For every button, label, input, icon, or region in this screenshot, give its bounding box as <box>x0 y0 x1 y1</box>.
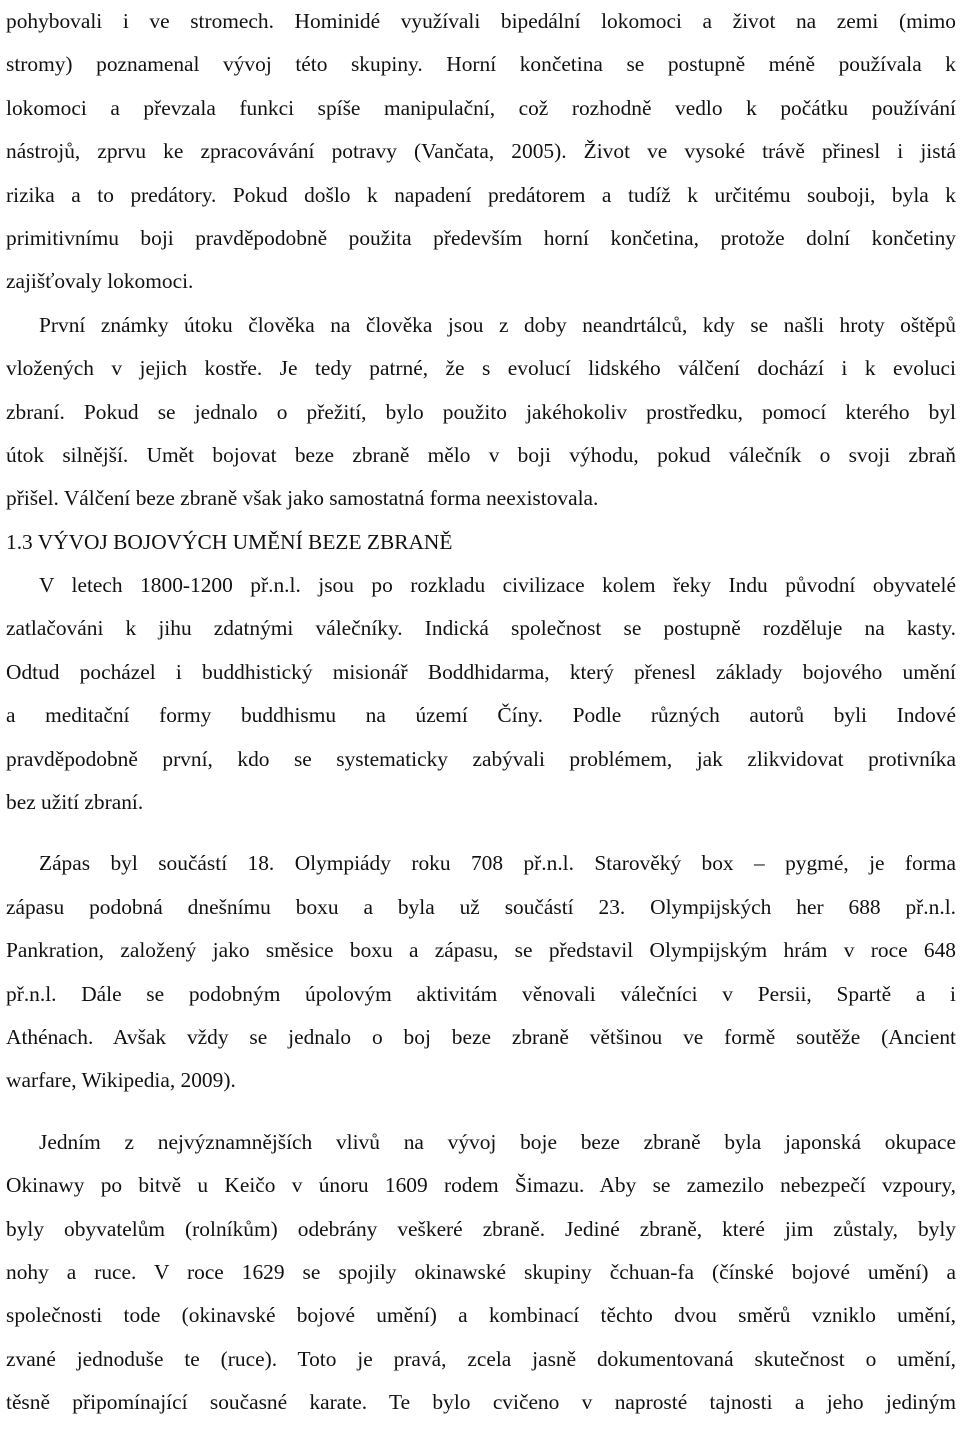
paragraph-line: bez užití zbraní. <box>6 790 144 815</box>
paragraph-line: zbraní. Pokud se jednalo o přežití, bylo použito jakéhokoliv prostředku, pomocí kterého byl <box>6 399 956 424</box>
paragraph-line: Zápas byl součástí 18. Olympiády roku 708 př.n.l. Starověký box – pygmé, je forma <box>39 851 956 876</box>
paragraph-line: pravděpodobně první, kdo se systematicky zabývali problémem, jak zlikvidovat protivníka <box>6 746 956 771</box>
paragraph-line: Athénach. Avšak vždy se jednalo o boj beze zbraně většinou ve formě soutěže (Ancient <box>6 1024 956 1049</box>
paragraph-spacer <box>6 1103 956 1121</box>
paragraph-line: Pankration, založený jako směsice boxu a zápasu, se představil Olympijským hrám v roce 648 <box>6 938 956 963</box>
paragraph-line: pohybovali i ve stromech. Hominidé využívali bipedální lokomoci a život na zemi (mimo <box>6 9 956 33</box>
paragraph-4 <box>6 842 956 1102</box>
paragraph-2 <box>6 304 956 521</box>
paragraph-line: rizika a to predátory. Pokud došlo k napadení predátorem a tudíž k určitému souboji, byla k <box>6 182 956 207</box>
paragraph-3 <box>6 564 956 824</box>
paragraph-line: Jedním z nejvýznamnějších vlivů na vývoj boje beze zbraně byla japonská okupace <box>39 1129 956 1154</box>
paragraph-line: přišel. Válčení beze zbraně však jako samostatná forma neexistovala. <box>6 486 599 511</box>
paragraph-line: warfare, Wikipedia, 2009). <box>6 1068 236 1093</box>
paragraph-line: nástrojů, zprvu ke zpracovávání potravy (Vančata, 2005). Život ve vysoké trávě přinesl i jistá <box>6 139 956 164</box>
paragraph-line: stromy) poznamenal vývoj této skupiny. Horní končetina se postupně méně používala k <box>6 52 956 77</box>
paragraph-line: Odtud pocházel i buddhistický misionář Boddhidarma, který přenesl základy bojového umění <box>6 659 956 684</box>
paragraph-5 <box>6 1121 956 1425</box>
paragraph-line: V letech 1800-1200 př.n.l. jsou po rozkladu civilizace kolem řeky Indu původní obyvatelé <box>39 573 956 598</box>
paragraph-line: vložených v jejich kostře. Je tedy patrné, že s evolucí lidského válčení dochází i k evoluci <box>6 356 956 381</box>
paragraph-line: nohy a ruce. V roce 1629 se spojily okinawské skupiny čchuan-fa (čínské bojové umění) a <box>6 1259 956 1284</box>
paragraph-line: byly obyvatelům (rolníkům) odebrány veškeré zbraně. Jediné zbraně, které jim zůstaly, byly <box>6 1216 956 1241</box>
paragraph-line: útok silnější. Umět bojovat beze zbraně mělo v boji výhodu, pokud válečník o svoji zbraň <box>6 442 956 467</box>
paragraph-line: lokomoci a převzala funkci spíše manipulační, což rozhodně vedlo k počátku používání <box>6 95 956 120</box>
paragraph-line: zápasu podobná dnešnímu boxu a byla už součástí 23. Olympijských her 688 př.n.l. <box>6 894 956 919</box>
paragraph-spacer <box>6 824 956 842</box>
document-page <box>6 0 956 1425</box>
paragraph-line: př.n.l. Dále se podobným úpolovým aktivitám věnovali válečníci v Persii, Spartě a i <box>6 981 956 1006</box>
paragraph-line: společnosti tode (okinavské bojové umění) a kombinací těchto dvou směrů vzniklo umění, <box>6 1303 956 1328</box>
paragraph-line: První známky útoku člověka na člověka jsou z doby neandrtálců, kdy se našli hroty oštěpů <box>39 312 956 337</box>
paragraph-line: zatlačováni k jihu zdatnými válečníky. Indická společnost se postupně rozděluje na kasty. <box>6 616 956 641</box>
paragraph-1 <box>6 0 956 304</box>
paragraph-line: primitivnímu boji pravděpodobně použita především horní končetina, protože dolní končetiny <box>6 225 956 250</box>
paragraph-line: zajišťovaly lokomoci. <box>6 269 194 294</box>
section-heading: 1.3 VÝVOJ BOJOVÝCH UMĚNÍ BEZE ZBRANĚ <box>6 529 453 554</box>
paragraph-line: zvané jednoduše te (ruce). Toto je pravá, zcela jasně dokumentovaná skutečnost o umění, <box>6 1346 956 1371</box>
paragraph-line: těsně připomínající současné karate. Te bylo cvičeno v naprosté tajnosti a jeho jediným <box>6 1390 956 1415</box>
paragraph-line: a meditační formy buddhismu na území Číny. Podle různých autorů byli Indové <box>6 703 956 728</box>
paragraph-line: Okinawy po bitvě u Keičo v únoru 1609 rodem Šimazu. Aby se zamezilo nebezpečí vzpoury, <box>6 1173 956 1198</box>
